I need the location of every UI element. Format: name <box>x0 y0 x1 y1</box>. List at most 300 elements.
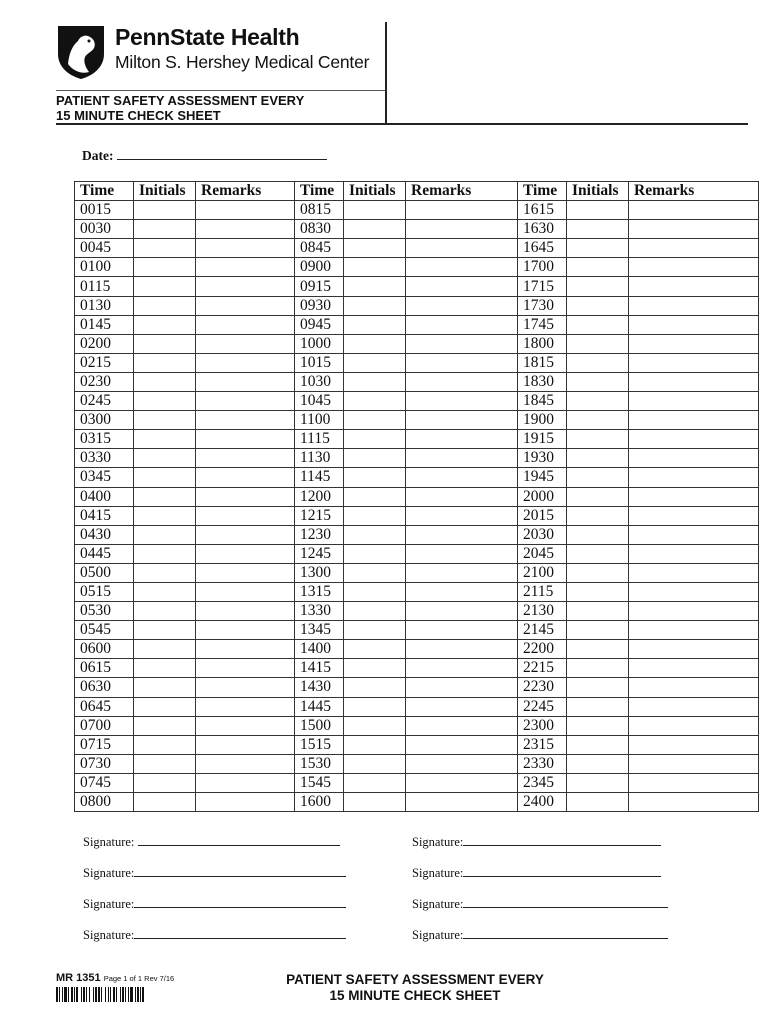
initials-cell[interactable] <box>567 602 629 621</box>
brand-subtitle: Milton S. Hershey Medical Center <box>115 52 370 72</box>
initials-cell[interactable] <box>344 506 406 525</box>
initials-cell[interactable] <box>134 773 196 792</box>
form-number-code: MR 1351 <box>56 972 101 984</box>
remarks-cell[interactable] <box>196 315 295 334</box>
time-cell: 0730 <box>75 754 134 773</box>
header-initials: Initials <box>567 182 629 201</box>
time-cell: 1245 <box>295 544 344 563</box>
table-row <box>75 716 759 735</box>
remarks-cell[interactable] <box>196 258 295 277</box>
remarks-cell[interactable] <box>196 659 295 678</box>
initials-cell[interactable] <box>134 640 196 659</box>
barcode-bar <box>130 987 133 1002</box>
remarks-cell[interactable] <box>629 735 759 754</box>
form-title-line2: 15 MINUTE CHECK SHEET <box>56 108 221 123</box>
barcode-bar <box>125 987 126 1002</box>
time-cell: 0400 <box>75 487 134 506</box>
table-row <box>75 239 759 258</box>
signature-right-2 <box>412 865 661 881</box>
remarks-cell[interactable] <box>196 201 295 220</box>
time-cell: 0545 <box>75 621 134 640</box>
initials-cell[interactable] <box>567 793 629 812</box>
initials-cell[interactable] <box>567 201 629 220</box>
time-cell: 1445 <box>295 697 344 716</box>
initials-cell[interactable] <box>344 678 406 697</box>
remarks-cell[interactable] <box>196 334 295 353</box>
time-cell: 1915 <box>518 430 567 449</box>
barcode-bar <box>108 987 109 1002</box>
remarks-cell[interactable] <box>406 697 518 716</box>
initials-cell[interactable] <box>134 220 196 239</box>
table-row <box>75 640 759 659</box>
remarks-cell[interactable] <box>629 411 759 430</box>
time-cell: 0015 <box>75 201 134 220</box>
initials-cell[interactable] <box>134 201 196 220</box>
time-cell: 1415 <box>295 659 344 678</box>
time-cell: 1900 <box>518 411 567 430</box>
table-row <box>75 315 759 334</box>
remarks-cell[interactable] <box>629 296 759 315</box>
form-number <box>56 972 174 984</box>
signature-line[interactable] <box>463 896 668 908</box>
initials-cell[interactable] <box>567 544 629 563</box>
remarks-cell[interactable] <box>406 220 518 239</box>
remarks-cell[interactable] <box>629 277 759 296</box>
initials-cell[interactable] <box>134 735 196 754</box>
remarks-cell[interactable] <box>196 640 295 659</box>
table-row <box>75 525 759 544</box>
header-initials: Initials <box>344 182 406 201</box>
initials-cell[interactable] <box>344 773 406 792</box>
initials-cell[interactable] <box>344 659 406 678</box>
signature-line[interactable] <box>138 834 340 846</box>
barcode-bar <box>95 987 97 1002</box>
time-cell: 1715 <box>518 277 567 296</box>
remarks-cell[interactable] <box>196 239 295 258</box>
signature-line[interactable] <box>134 865 346 877</box>
remarks-cell[interactable] <box>406 449 518 468</box>
initials-cell[interactable] <box>567 353 629 372</box>
table-row <box>75 392 759 411</box>
remarks-cell[interactable] <box>629 430 759 449</box>
time-cell: 0630 <box>75 678 134 697</box>
initials-cell[interactable] <box>567 296 629 315</box>
date-label: Date: <box>82 148 114 163</box>
remarks-cell[interactable] <box>406 525 518 544</box>
time-cell: 0415 <box>75 506 134 525</box>
remarks-cell[interactable] <box>196 392 295 411</box>
time-cell: 1015 <box>295 353 344 372</box>
barcode-bar <box>83 987 85 1002</box>
remarks-cell[interactable] <box>406 544 518 563</box>
time-cell: 1100 <box>295 411 344 430</box>
remarks-cell[interactable] <box>406 773 518 792</box>
remarks-cell[interactable] <box>406 277 518 296</box>
table-body <box>75 201 759 812</box>
initials-cell[interactable] <box>134 334 196 353</box>
initials-cell[interactable] <box>134 372 196 391</box>
initials-cell[interactable] <box>134 697 196 716</box>
remarks-cell[interactable] <box>406 659 518 678</box>
barcode-bar <box>137 987 139 1002</box>
initials-cell[interactable] <box>134 353 196 372</box>
initials-cell[interactable] <box>567 697 629 716</box>
header-remarks: Remarks <box>629 182 759 201</box>
remarks-cell[interactable] <box>196 582 295 601</box>
remarks-cell[interactable] <box>629 220 759 239</box>
remarks-cell[interactable] <box>196 773 295 792</box>
remarks-cell[interactable] <box>406 372 518 391</box>
remarks-cell[interactable] <box>196 372 295 391</box>
initials-cell[interactable] <box>567 640 629 659</box>
remarks-cell[interactable] <box>406 258 518 277</box>
barcode-bar <box>76 987 78 1002</box>
header-time: Time <box>75 182 134 201</box>
remarks-cell[interactable] <box>196 525 295 544</box>
remarks-cell[interactable] <box>196 602 295 621</box>
barcode-bar <box>113 987 115 1002</box>
initials-cell[interactable] <box>567 315 629 334</box>
header-divider-vertical <box>385 22 387 125</box>
initials-cell[interactable] <box>567 372 629 391</box>
initials-cell[interactable] <box>344 258 406 277</box>
penn-state-shield-logo-icon <box>56 24 106 80</box>
remarks-cell[interactable] <box>196 754 295 773</box>
remarks-cell[interactable] <box>406 430 518 449</box>
initials-cell[interactable] <box>134 239 196 258</box>
remarks-cell[interactable] <box>406 621 518 640</box>
remarks-cell[interactable] <box>196 506 295 525</box>
time-cell: 2400 <box>518 793 567 812</box>
initials-cell[interactable] <box>134 411 196 430</box>
time-cell: 0600 <box>75 640 134 659</box>
remarks-cell[interactable] <box>629 659 759 678</box>
initials-cell[interactable] <box>344 468 406 487</box>
table-row <box>75 296 759 315</box>
remarks-cell[interactable] <box>406 334 518 353</box>
initials-cell[interactable] <box>134 582 196 601</box>
remarks-cell[interactable] <box>196 296 295 315</box>
initials-cell[interactable] <box>344 582 406 601</box>
time-cell: 0245 <box>75 392 134 411</box>
initials-cell[interactable] <box>567 487 629 506</box>
remarks-cell[interactable] <box>629 640 759 659</box>
time-cell: 0430 <box>75 525 134 544</box>
time-cell: 2230 <box>518 678 567 697</box>
header-time: Time <box>518 182 567 201</box>
header-divider-main <box>56 123 748 125</box>
signature-line[interactable] <box>134 927 346 939</box>
initials-cell[interactable] <box>567 220 629 239</box>
initials-cell[interactable] <box>344 487 406 506</box>
barcode-bar <box>56 987 58 1002</box>
initials-cell[interactable] <box>344 621 406 640</box>
initials-cell[interactable] <box>134 315 196 334</box>
time-cell: 1345 <box>295 621 344 640</box>
signature-line[interactable] <box>134 896 346 908</box>
initials-cell[interactable] <box>134 277 196 296</box>
initials-cell[interactable] <box>344 602 406 621</box>
remarks-cell[interactable] <box>406 239 518 258</box>
initials-cell[interactable] <box>134 754 196 773</box>
table-row <box>75 277 759 296</box>
initials-cell[interactable] <box>567 449 629 468</box>
remarks-cell[interactable] <box>406 602 518 621</box>
initials-cell[interactable] <box>344 392 406 411</box>
initials-cell[interactable] <box>567 678 629 697</box>
initials-cell[interactable] <box>134 506 196 525</box>
initials-cell[interactable] <box>344 372 406 391</box>
initials-cell[interactable] <box>134 525 196 544</box>
time-cell: 2000 <box>518 487 567 506</box>
initials-cell[interactable] <box>344 735 406 754</box>
time-cell: 1200 <box>295 487 344 506</box>
remarks-cell[interactable] <box>406 678 518 697</box>
remarks-cell[interactable] <box>629 793 759 812</box>
remarks-cell[interactable] <box>629 449 759 468</box>
initials-cell[interactable] <box>344 525 406 544</box>
initials-cell[interactable] <box>344 793 406 812</box>
initials-cell[interactable] <box>344 315 406 334</box>
initials-cell[interactable] <box>344 220 406 239</box>
initials-cell[interactable] <box>567 334 629 353</box>
time-cell: 2030 <box>518 525 567 544</box>
initials-cell[interactable] <box>567 563 629 582</box>
signature-line[interactable] <box>463 865 661 877</box>
table-row <box>75 449 759 468</box>
initials-cell[interactable] <box>567 773 629 792</box>
initials-cell[interactable] <box>344 430 406 449</box>
remarks-cell[interactable] <box>406 353 518 372</box>
initials-cell[interactable] <box>567 277 629 296</box>
initials-cell[interactable] <box>344 277 406 296</box>
barcode-bar <box>81 987 82 1002</box>
time-cell: 0445 <box>75 544 134 563</box>
remarks-cell[interactable] <box>406 716 518 735</box>
barcode-bar <box>128 987 129 1002</box>
time-cell: 2330 <box>518 754 567 773</box>
remarks-cell[interactable] <box>406 296 518 315</box>
initials-cell[interactable] <box>344 697 406 716</box>
remarks-cell[interactable] <box>629 334 759 353</box>
initials-cell[interactable] <box>567 735 629 754</box>
footer-title-line1: PATIENT SAFETY ASSESSMENT EVERY <box>286 972 544 987</box>
initials-cell[interactable] <box>134 621 196 640</box>
initials-cell[interactable] <box>567 621 629 640</box>
time-cell: 1600 <box>295 793 344 812</box>
time-cell: 0815 <box>295 201 344 220</box>
initials-cell[interactable] <box>567 430 629 449</box>
time-cell: 0330 <box>75 449 134 468</box>
remarks-cell[interactable] <box>196 793 295 812</box>
time-cell: 0915 <box>295 277 344 296</box>
date-field[interactable] <box>117 147 327 160</box>
table-row <box>75 544 759 563</box>
remarks-cell[interactable] <box>196 353 295 372</box>
time-cell: 2300 <box>518 716 567 735</box>
remarks-cell[interactable] <box>406 640 518 659</box>
remarks-cell[interactable] <box>629 315 759 334</box>
initials-cell[interactable] <box>344 563 406 582</box>
time-cell: 0200 <box>75 334 134 353</box>
remarks-cell[interactable] <box>406 411 518 430</box>
remarks-cell[interactable] <box>406 793 518 812</box>
remarks-cell[interactable] <box>196 563 295 582</box>
remarks-cell[interactable] <box>196 487 295 506</box>
time-cell: 0930 <box>295 296 344 315</box>
remarks-cell[interactable] <box>196 449 295 468</box>
remarks-cell[interactable] <box>629 258 759 277</box>
initials-cell[interactable] <box>567 392 629 411</box>
remarks-cell[interactable] <box>629 716 759 735</box>
initials-cell[interactable] <box>344 296 406 315</box>
remarks-cell[interactable] <box>406 392 518 411</box>
remarks-cell[interactable] <box>196 697 295 716</box>
remarks-cell[interactable] <box>196 735 295 754</box>
initials-cell[interactable] <box>567 506 629 525</box>
remarks-cell[interactable] <box>196 716 295 735</box>
table-row <box>75 220 759 239</box>
initials-cell[interactable] <box>134 468 196 487</box>
remarks-cell[interactable] <box>196 544 295 563</box>
initials-cell[interactable] <box>567 754 629 773</box>
signature-right-3 <box>412 896 668 912</box>
time-cell: 1630 <box>518 220 567 239</box>
time-cell: 0500 <box>75 563 134 582</box>
time-cell: 0515 <box>75 582 134 601</box>
time-cell: 1830 <box>518 372 567 391</box>
initials-cell[interactable] <box>344 334 406 353</box>
remarks-cell[interactable] <box>629 582 759 601</box>
initials-cell[interactable] <box>344 544 406 563</box>
time-cell: 1515 <box>295 735 344 754</box>
signature-line[interactable] <box>463 834 661 846</box>
remarks-cell[interactable] <box>629 754 759 773</box>
remarks-cell[interactable] <box>196 220 295 239</box>
initials-cell[interactable] <box>567 468 629 487</box>
initials-cell[interactable] <box>344 353 406 372</box>
remarks-cell[interactable] <box>629 621 759 640</box>
signature-label: Signature: <box>412 928 464 942</box>
signature-line[interactable] <box>463 927 668 939</box>
table-row <box>75 353 759 372</box>
remarks-cell[interactable] <box>196 430 295 449</box>
remarks-cell[interactable] <box>406 754 518 773</box>
signature-label: Signature: <box>83 897 135 911</box>
remarks-cell[interactable] <box>196 678 295 697</box>
remarks-cell[interactable] <box>406 582 518 601</box>
initials-cell[interactable] <box>134 678 196 697</box>
remarks-cell[interactable] <box>629 239 759 258</box>
remarks-cell[interactable] <box>629 392 759 411</box>
barcode-bar <box>142 987 144 1002</box>
table-row <box>75 678 759 697</box>
page-info: Page 1 of 1 Rev 7/16 <box>103 974 175 983</box>
initials-cell[interactable] <box>567 239 629 258</box>
time-cell: 0145 <box>75 315 134 334</box>
remarks-cell[interactable] <box>196 277 295 296</box>
remarks-cell[interactable] <box>629 678 759 697</box>
time-cell: 0800 <box>75 793 134 812</box>
initials-cell[interactable] <box>344 449 406 468</box>
remarks-cell[interactable] <box>406 506 518 525</box>
initials-cell[interactable] <box>134 716 196 735</box>
remarks-cell[interactable] <box>196 621 295 640</box>
initials-cell[interactable] <box>134 296 196 315</box>
initials-cell[interactable] <box>567 716 629 735</box>
remarks-cell[interactable] <box>629 201 759 220</box>
initials-cell[interactable] <box>567 411 629 430</box>
initials-cell[interactable] <box>134 430 196 449</box>
remarks-cell[interactable] <box>629 773 759 792</box>
form-title <box>56 93 304 123</box>
initials-cell[interactable] <box>134 392 196 411</box>
initials-cell[interactable] <box>567 525 629 544</box>
remarks-cell[interactable] <box>196 468 295 487</box>
signature-left-3 <box>83 896 346 912</box>
time-cell: 1800 <box>518 334 567 353</box>
remarks-cell[interactable] <box>406 201 518 220</box>
table-row <box>75 793 759 812</box>
time-cell: 0830 <box>295 220 344 239</box>
initials-cell[interactable] <box>344 754 406 773</box>
remarks-cell[interactable] <box>406 468 518 487</box>
initials-cell[interactable] <box>567 582 629 601</box>
time-cell: 0700 <box>75 716 134 735</box>
remarks-cell[interactable] <box>406 735 518 754</box>
initials-cell[interactable] <box>134 659 196 678</box>
remarks-cell[interactable] <box>629 602 759 621</box>
remarks-cell[interactable] <box>629 506 759 525</box>
remarks-cell[interactable] <box>406 315 518 334</box>
time-cell: 1945 <box>518 468 567 487</box>
initials-cell[interactable] <box>134 449 196 468</box>
initials-cell[interactable] <box>134 793 196 812</box>
initials-cell[interactable] <box>344 239 406 258</box>
barcode-bar <box>71 987 73 1002</box>
time-cell: 0945 <box>295 315 344 334</box>
initials-cell[interactable] <box>567 258 629 277</box>
table-row <box>75 430 759 449</box>
remarks-cell[interactable] <box>629 525 759 544</box>
initials-cell[interactable] <box>567 659 629 678</box>
initials-cell[interactable] <box>134 544 196 563</box>
remarks-cell[interactable] <box>406 563 518 582</box>
table-row <box>75 602 759 621</box>
time-cell: 1230 <box>295 525 344 544</box>
initials-cell[interactable] <box>134 602 196 621</box>
remarks-cell[interactable] <box>196 411 295 430</box>
remarks-cell[interactable] <box>629 697 759 716</box>
initials-cell[interactable] <box>344 201 406 220</box>
remarks-cell[interactable] <box>629 468 759 487</box>
initials-cell[interactable] <box>344 640 406 659</box>
barcode-bar <box>110 987 111 1002</box>
remarks-cell[interactable] <box>629 372 759 391</box>
remarks-cell[interactable] <box>406 487 518 506</box>
initials-cell[interactable] <box>344 716 406 735</box>
remarks-cell[interactable] <box>629 563 759 582</box>
initials-cell[interactable] <box>134 487 196 506</box>
signature-left-4 <box>83 927 346 943</box>
remarks-cell[interactable] <box>629 353 759 372</box>
initials-cell[interactable] <box>344 411 406 430</box>
initials-cell[interactable] <box>134 258 196 277</box>
remarks-cell[interactable] <box>629 544 759 563</box>
time-cell: 2215 <box>518 659 567 678</box>
initials-cell[interactable] <box>134 563 196 582</box>
remarks-cell[interactable] <box>629 487 759 506</box>
